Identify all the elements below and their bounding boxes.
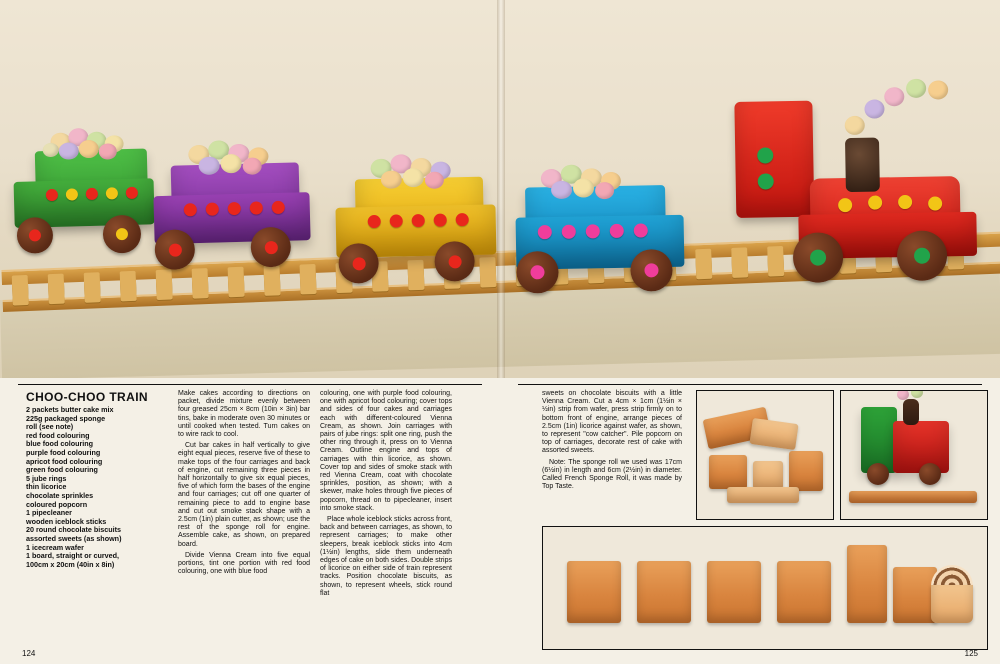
biscuit-wheel (16, 217, 53, 254)
biscuit-wheel (250, 227, 291, 268)
method-paragraph: sweets on chocolate biscuits with a little Vienna Cream. Cut a 4cm × 1cm (1½in × ½in) strip from wafer, press strip firmly on to bottom front of engine, arrange pieces of 2.5cm (1in) licorice against wafer, as shown, to represent "cow catcher". Pile popcorn on top of carriages, decorate rest of cake with assorted sweets. (542, 390, 682, 455)
ingredient-item: purple food colouring (26, 447, 101, 457)
method-paragraph: Place whole iceblock sticks across front, back and between carriages, as shown, to represent carriages; to make other sleepers, break iceblock sticks into 4cm (1½in) lengths, slide them underneath edges of cake on both sides. Double strips of licorice on either side of train represent tracks. Position chocolate biscuits, as shown, to represent wheels, stick round flat (320, 516, 452, 597)
biscuit-wheel (793, 232, 844, 283)
ingredient-item: roll (see note) (26, 422, 74, 432)
biscuit-wheel (434, 241, 475, 282)
step-photo-cake-bars (542, 526, 988, 650)
method-column-2 (178, 390, 310, 579)
ingredient-item: 2 packets butter cake mix (26, 405, 114, 414)
purple-carriage (148, 140, 327, 295)
biscuit-wheel (102, 215, 141, 254)
step-photo-sponge-pieces (696, 390, 834, 520)
ingredient-item: 1 board, straight or curved, (26, 551, 120, 561)
biscuit-wheel (516, 251, 559, 294)
ingredient-item: blue food colouring (26, 439, 94, 449)
step-photo-engine-assembly (840, 390, 988, 520)
page-rule (18, 384, 482, 385)
ingredient-item: wooden iceblock sticks (26, 516, 107, 526)
blue-carriage (511, 166, 714, 319)
biscuit-wheel (154, 229, 195, 270)
biscuit-wheel (630, 249, 673, 292)
ingredient-item: 225g packaged sponge (26, 413, 106, 423)
page-number-left: 124 (22, 649, 36, 658)
page-gutter (497, 0, 505, 378)
page-124 (0, 378, 500, 664)
biscuit-wheel (338, 243, 379, 284)
method-paragraph: Cut bar cakes in half vertically to give eight equal pieces, reserve five of these to make tops of the four carriages and back of engine, cut remaining three pieces in half horizontally to give six equal pieces, five of which form the bases of the engine and four carriages; cut off one quarter of remaining piece to add to engine base and cut out smoke stack shape with a 2.5cm (1in) plain cutter, as shown; use the rest of the sponge roll for engine. Assemble cake, as shown, on prepared board. (178, 442, 310, 548)
biscuit-wheel (897, 230, 948, 281)
method-paragraph: Divide Vienna Cream into five equal portions, tint one portion with red food colouring, one with blue food (178, 551, 310, 576)
recipe-note: Note: The sponge roll we used was 17cm (6½in) in length and 6cm (2½in) in diameter. Called French Sponge Roll, it was made by Top Taste. (542, 458, 682, 491)
green-carriage (12, 126, 166, 270)
method-column-4 (542, 390, 682, 494)
yellow-carriage (328, 156, 516, 310)
method-paragraph: colouring, one with purple food colouring, one with apricot food colouring; cover tops and sides of four cakes and carriages each with different-coloured Vienna Cream, as shown. Join carriages with pairs of jube rings: split one ring, push the other ring through it, press on to Vienna Cream. Outline engine and tops of carriages with thin licorice, as shown. Cover top and sides of smoke stack with red Vienna Cream, coat with chocolate sprinkles, position, as shown; with a skewer, make holes through five pieces of popcorn, thread on to pipecleaner, insert into smoke stack. (320, 390, 452, 512)
method-column-3 (320, 390, 452, 601)
ingredient-item: 1 pipecleaner (26, 508, 72, 518)
method-paragraph: Make cakes according to directions on packet, divide mixture evenly between four greased 25cm × 8cm (10in × 3in) bar tins, bake in moderate oven 30 minutes or until cooked when tested. Turn cakes on to wire rack to cool. (178, 390, 310, 439)
ingredient-item: coloured popcorn (26, 499, 88, 509)
recipe-text-spread (0, 378, 1000, 664)
ingredient-item: chocolate sprinkles (26, 490, 94, 500)
ingredient-item: thin licorice (26, 482, 67, 492)
page-number-right: 125 (964, 649, 978, 658)
page-title: CHOO-CHOO TRAIN (26, 390, 148, 404)
ingredient-item: assorted sweets (as shown) (26, 533, 122, 543)
ingredient-item: 20 round chocolate biscuits (26, 525, 122, 535)
page-rule (518, 384, 982, 385)
ingredient-item: 1 icecream wafer (26, 542, 84, 552)
red-engine (698, 83, 1000, 308)
ingredient-item: green food colouring (26, 465, 98, 475)
smoke-stack (845, 137, 880, 192)
page-125 (500, 378, 1000, 664)
ingredient-item: red food colouring (26, 430, 90, 440)
ingredient-item: 100cm x 20cm (40in x 8in) (26, 559, 115, 569)
ingredient-item: apricot food colouring (26, 456, 103, 466)
engine-cab (734, 101, 814, 218)
ingredients-list (26, 406, 156, 569)
ingredient-item: 5 jube rings (26, 473, 67, 483)
